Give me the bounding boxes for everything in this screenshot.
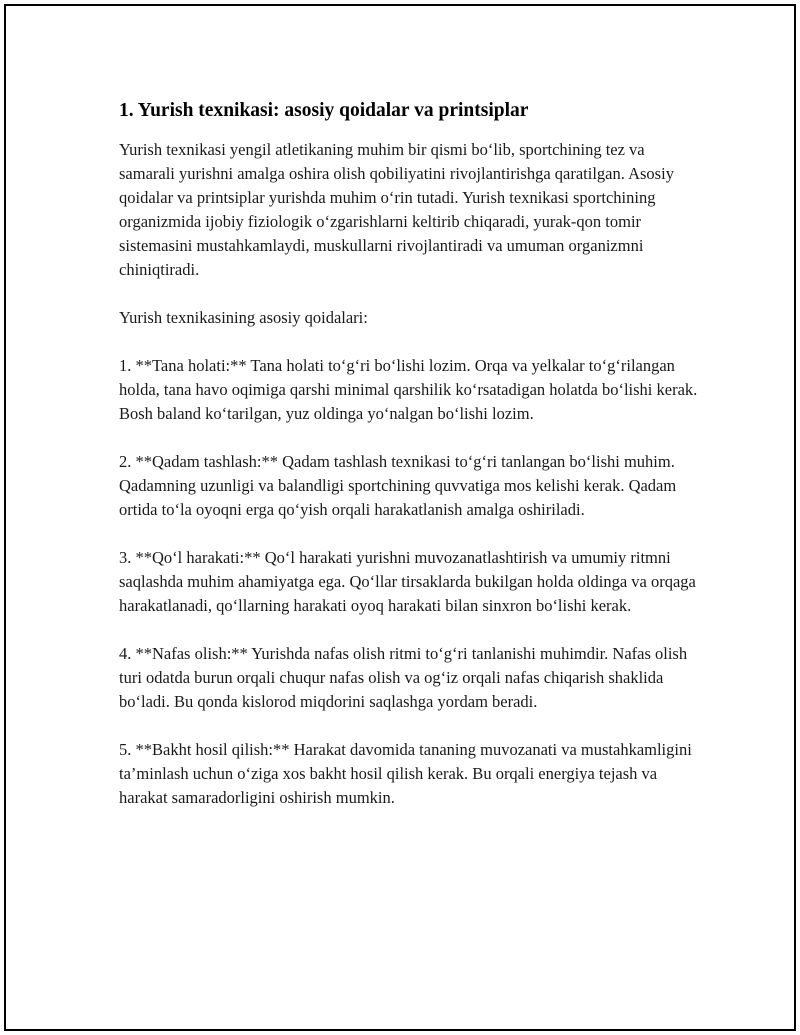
document-body	[119, 98, 699, 834]
rule-breathing: 4. **Nafas olish:** Yurishda nafas olish ritmi to‘g‘ri tanlanishi muhimdir. Nafas olish turi odatda burun orqali chuqur nafas olish va og‘iz orqali nafas chiqarish shaklida bo‘ladi. Bu qonda kislorod miqdorini saqlashga yordam beradi.	[119, 644, 688, 711]
rules-lead-paragraph: Yurish texnikasining asosiy qoidalari:	[119, 308, 368, 327]
rule-arm-movement: 3. **Qo‘l harakati:** Qo‘l harakati yurishni muvozanatlashtirish va umumiy ritmni saqlashda muhim ahamiyatga ega. Qo‘llar tirsaklarda bukilgan holda oldinga va orqaga harakatlanadi, qo‘llarning harakati oyoq harakati bilan sinxron bo‘lishi kerak.	[119, 548, 696, 615]
rule-balance: 5. **Bakht hosil qilish:** Harakat davomida tananing muvozanati va mustahkamligini ta’minlash uchun o‘ziga xos bakht hosil qilish kerak. Bu orqali energiya tejash va harakat samaradorligini oshirish mumkin.	[119, 740, 692, 807]
page-frame	[4, 4, 796, 1031]
rule-stepping: 2. **Qadam tashlash:** Qadam tashlash texnikasi to‘g‘ri tanlangan bo‘lishi muhim. Qadamning uzunligi va balandligi sportchining quvvatiga mos kelishi kerak. Qadam ortida to‘la oyoqni erga qo‘yish orqali harakatlanish amalga oshiriladi.	[119, 452, 677, 519]
intro-paragraph: Yurish texnikasi yengil atletikaning muhim bir qismi bo‘lib, sportchining tez va samarali yurishni amalga oshira olish qobiliyatini rivojlantirishga qaratilgan. Asosiy qoidalar va printsiplar yurishda muhim o‘rin tutadi. Yurish texnikasi sportchining organizmida ijobiy fiziologik o‘zgarishlarni keltirib chiqaradi, yurak-qon tomir sistemasini mustahkamlaydi, muskullarni rivojlantiradi va umuman organizmni chiniqtiradi.	[119, 140, 674, 279]
rule-body-posture: 1. **Tana holati:** Tana holati to‘g‘ri bo‘lishi lozim. Orqa va yelkalar to‘g‘rilangan holda, tana havo oqimiga qarshi minimal qarshilik ko‘rsatadigan holatda bo‘lishi kerak. Bosh baland ko‘tarilgan, yuz oldinga yo‘nalgan bo‘lishi lozim.	[119, 356, 698, 423]
section-heading: 1. Yurish texnikasi: asosiy qoidalar va printsiplar	[119, 100, 529, 121]
